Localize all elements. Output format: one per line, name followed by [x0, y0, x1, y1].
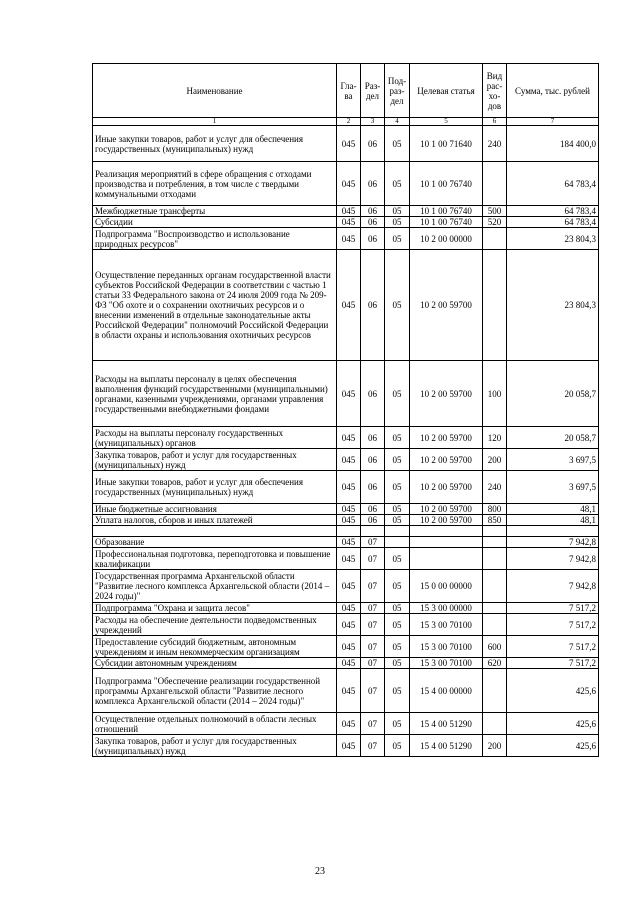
table-row [93, 548, 599, 570]
cell-sum: 7 517,2 [507, 603, 599, 614]
cell-glava: 045 [337, 713, 361, 735]
cell-name: Подпрограмма "Охрана и защита лесов" [93, 603, 337, 614]
table-row [93, 361, 599, 427]
cell-sum: 425,6 [507, 669, 599, 713]
cell-podrazdel: 05 [385, 449, 410, 471]
cell-vid [483, 548, 507, 570]
cell-razdel: 07 [361, 548, 385, 570]
cell-razdel: 06 [361, 250, 385, 361]
cell-vid: 500 [483, 206, 507, 217]
column-number-row [93, 118, 599, 126]
cell-name: Межбюджетные трансферты [93, 206, 337, 217]
cell-sum: 7 517,2 [507, 636, 599, 658]
cell-podrazdel: 05 [385, 228, 410, 250]
cell-glava: 045 [337, 504, 361, 515]
cell-target: 15 3 00 00000 [410, 603, 483, 614]
table-row [93, 250, 599, 361]
cell-razdel: 07 [361, 658, 385, 669]
cell-razdel: 06 [361, 162, 385, 206]
table-row [93, 471, 599, 504]
cell-name: Расходы на выплаты персоналу государственных (муниципальных) органов [93, 427, 337, 449]
cell-podrazdel: 05 [385, 713, 410, 735]
cell-glava: 045 [337, 515, 361, 526]
cell-target: 10 2 00 59700 [410, 449, 483, 471]
cell-target: 15 3 00 70100 [410, 614, 483, 636]
cell-target: 10 2 00 59700 [410, 427, 483, 449]
cell-name: Образование [93, 537, 337, 548]
cell-razdel: 07 [361, 537, 385, 548]
cell-vid [483, 537, 507, 548]
table-row [93, 658, 599, 669]
cell-name: Профессиональная подготовка, переподготовка и повышение квалификации [93, 548, 337, 570]
cell-name: Осуществление переданных органам государственной власти субъектов Российской Федерации в соответствии с частью 1 статьи 33 Федерального закона от 24 июля 2009 года № 209-ФЗ "Об охоте и о сохранении охотничьих ресурсов и о внесении изменений в отдельные законодательные акты Российской Федерации" полномочий Российской Федерации в области охраны и использования охотничьих ресурсов [93, 250, 337, 361]
cell-name: Уплата налогов, сборов и иных платежей [93, 515, 337, 526]
cell-glava: 045 [337, 228, 361, 250]
cell-vid: 200 [483, 449, 507, 471]
cell-vid: 100 [483, 361, 507, 427]
cell-razdel: 06 [361, 228, 385, 250]
column-number: 4 [385, 118, 410, 126]
column-number: 7 [507, 118, 599, 126]
cell-podrazdel: 05 [385, 206, 410, 217]
cell-name: Предоставление субсидий бюджетным, автономным учреждениям и иным некоммерческим организациям [93, 636, 337, 658]
column-number: 2 [337, 118, 361, 126]
cell-sum: 425,6 [507, 735, 599, 757]
cell-podrazdel: 05 [385, 217, 410, 228]
cell-vid: 620 [483, 658, 507, 669]
cell-sum: 48,1 [507, 515, 599, 526]
cell-razdel: 06 [361, 427, 385, 449]
header-razdel: Раз-дел [361, 64, 385, 118]
cell-podrazdel: 05 [385, 636, 410, 658]
cell-podrazdel: 05 [385, 515, 410, 526]
cell-target: 15 0 00 00000 [410, 570, 483, 603]
cell-glava: 045 [337, 126, 361, 162]
cell-vid: 600 [483, 636, 507, 658]
cell-podrazdel: 05 [385, 570, 410, 603]
cell-podrazdel: 05 [385, 504, 410, 515]
table-row [93, 427, 599, 449]
cell-target: 10 2 00 59700 [410, 361, 483, 427]
cell-vid [483, 614, 507, 636]
cell-sum: 64 783,4 [507, 162, 599, 206]
cell-target: 10 2 00 59700 [410, 515, 483, 526]
header-name: Наименование [93, 64, 337, 118]
empty-cell [337, 526, 361, 537]
empty-cell [361, 526, 385, 537]
cell-podrazdel: 05 [385, 658, 410, 669]
cell-name: Осуществление отдельных полномочий в области лесных отношений [93, 713, 337, 735]
table-row [93, 515, 599, 526]
cell-podrazdel: 05 [385, 250, 410, 361]
cell-vid: 240 [483, 471, 507, 504]
cell-razdel: 07 [361, 614, 385, 636]
cell-sum: 48,1 [507, 504, 599, 515]
table-row [93, 614, 599, 636]
table-row [93, 206, 599, 217]
cell-razdel: 06 [361, 361, 385, 427]
cell-sum: 7 942,8 [507, 570, 599, 603]
cell-razdel: 07 [361, 669, 385, 713]
cell-sum: 64 783,4 [507, 217, 599, 228]
cell-name: Расходы на выплаты персоналу в целях обеспечения выполнения функций государственными (муниципальными) органами, казенными учреждениями, органами управления государственными внебюджетными фондами [93, 361, 337, 427]
cell-razdel: 07 [361, 713, 385, 735]
table-row [93, 669, 599, 713]
cell-target [410, 548, 483, 570]
header-sum: Сумма, тыс. рублей [507, 64, 599, 118]
cell-target: 10 2 00 59700 [410, 471, 483, 504]
table-row [93, 735, 599, 757]
cell-name: Государственная программа Архангельской области "Развитие лесного комплекса Архангельской области (2014 – 2024 годы)" [93, 570, 337, 603]
empty-cell [410, 526, 483, 537]
cell-vid [483, 713, 507, 735]
cell-razdel: 06 [361, 217, 385, 228]
cell-name: Подпрограмма "Обеспечение реализации государственной программы Архангельской области "Развитие лесного комплекса Архангельской области (2014 – 2024 годы)" [93, 669, 337, 713]
cell-glava: 045 [337, 669, 361, 713]
cell-glava: 045 [337, 658, 361, 669]
spacer-row [93, 526, 599, 537]
cell-sum: 184 400,0 [507, 126, 599, 162]
cell-target: 10 2 00 00000 [410, 228, 483, 250]
cell-target: 15 4 00 51290 [410, 735, 483, 757]
cell-name: Субсидии автономным учреждениям [93, 658, 337, 669]
cell-podrazdel [385, 537, 410, 548]
cell-vid [483, 603, 507, 614]
header-target: Целевая статья [410, 64, 483, 118]
table-row [93, 162, 599, 206]
table-row [93, 449, 599, 471]
cell-razdel: 07 [361, 603, 385, 614]
cell-glava: 045 [337, 471, 361, 504]
cell-razdel: 06 [361, 126, 385, 162]
cell-razdel: 07 [361, 636, 385, 658]
empty-cell [507, 526, 599, 537]
cell-glava: 045 [337, 548, 361, 570]
cell-razdel: 06 [361, 515, 385, 526]
cell-razdel: 06 [361, 504, 385, 515]
cell-target: 15 4 00 51290 [410, 713, 483, 735]
cell-glava: 045 [337, 449, 361, 471]
cell-vid [483, 162, 507, 206]
cell-podrazdel: 05 [385, 548, 410, 570]
cell-sum: 20 058,7 [507, 427, 599, 449]
cell-vid: 120 [483, 427, 507, 449]
table-row [93, 126, 599, 162]
header-podrazdel: Под-раз-дел [385, 64, 410, 118]
cell-name: Субсидии [93, 217, 337, 228]
cell-podrazdel: 05 [385, 162, 410, 206]
cell-glava: 045 [337, 217, 361, 228]
cell-name: Реализация мероприятий в сфере обращения с отходами производства и потребления, в том числе с твердыми коммунальными отходами [93, 162, 337, 206]
table-row [93, 228, 599, 250]
cell-glava: 045 [337, 250, 361, 361]
cell-razdel: 06 [361, 449, 385, 471]
cell-vid [483, 570, 507, 603]
cell-glava: 045 [337, 427, 361, 449]
cell-podrazdel: 05 [385, 614, 410, 636]
cell-vid: 800 [483, 504, 507, 515]
page-number: 23 [315, 866, 325, 877]
table-row [93, 504, 599, 515]
cell-vid [483, 669, 507, 713]
cell-glava: 045 [337, 537, 361, 548]
cell-razdel: 07 [361, 735, 385, 757]
cell-podrazdel: 05 [385, 361, 410, 427]
cell-vid: 200 [483, 735, 507, 757]
column-number: 5 [410, 118, 483, 126]
cell-sum: 7 517,2 [507, 658, 599, 669]
cell-podrazdel: 05 [385, 427, 410, 449]
empty-cell [483, 526, 507, 537]
cell-target: 10 2 00 59700 [410, 250, 483, 361]
cell-name: Закупка товаров, работ и услуг для государственных (муниципальных) нужд [93, 735, 337, 757]
cell-vid [483, 228, 507, 250]
cell-target: 10 1 00 76740 [410, 206, 483, 217]
cell-target: 10 1 00 76740 [410, 217, 483, 228]
cell-sum: 23 804,3 [507, 250, 599, 361]
table-row [93, 570, 599, 603]
cell-vid: 520 [483, 217, 507, 228]
cell-razdel: 07 [361, 570, 385, 603]
cell-podrazdel: 05 [385, 735, 410, 757]
cell-razdel: 06 [361, 206, 385, 217]
cell-glava: 045 [337, 603, 361, 614]
cell-target: 15 3 00 70100 [410, 636, 483, 658]
cell-sum: 7 942,8 [507, 537, 599, 548]
cell-sum: 3 697,5 [507, 449, 599, 471]
cell-name: Закупка товаров, работ и услуг для государственных (муниципальных) нужд [93, 449, 337, 471]
column-number: 1 [93, 118, 337, 126]
column-number: 6 [483, 118, 507, 126]
cell-name: Иные бюджетные ассигнования [93, 504, 337, 515]
table-body [93, 126, 599, 757]
table-row [93, 713, 599, 735]
empty-cell [93, 526, 337, 537]
cell-sum: 23 804,3 [507, 228, 599, 250]
cell-target: 10 2 00 59700 [410, 504, 483, 515]
cell-podrazdel: 05 [385, 126, 410, 162]
header-glava: Гла-ва [337, 64, 361, 118]
cell-target [410, 537, 483, 548]
cell-podrazdel: 05 [385, 603, 410, 614]
cell-sum: 64 783,4 [507, 206, 599, 217]
cell-target: 15 4 00 00000 [410, 669, 483, 713]
empty-cell [385, 526, 410, 537]
cell-vid [483, 250, 507, 361]
cell-glava: 045 [337, 361, 361, 427]
cell-sum: 7 942,8 [507, 548, 599, 570]
cell-glava: 045 [337, 636, 361, 658]
column-number: 3 [361, 118, 385, 126]
table-row [93, 537, 599, 548]
header-row [93, 64, 599, 118]
cell-target: 15 3 00 70100 [410, 658, 483, 669]
cell-glava: 045 [337, 735, 361, 757]
cell-glava: 045 [337, 162, 361, 206]
cell-sum: 3 697,5 [507, 471, 599, 504]
cell-sum: 20 058,7 [507, 361, 599, 427]
cell-name: Иные закупки товаров, работ и услуг для обеспечения государственных (муниципальных) нужд [93, 471, 337, 504]
cell-glava: 045 [337, 570, 361, 603]
cell-target: 10 1 00 76740 [410, 162, 483, 206]
budget-table [92, 63, 599, 757]
cell-target: 10 1 00 71640 [410, 126, 483, 162]
cell-name: Иные закупки товаров, работ и услуг для обеспечения государственных (муниципальных) нужд [93, 126, 337, 162]
table-row [93, 217, 599, 228]
cell-vid: 850 [483, 515, 507, 526]
cell-sum: 425,6 [507, 713, 599, 735]
cell-podrazdel: 05 [385, 471, 410, 504]
cell-sum: 7 517,2 [507, 614, 599, 636]
cell-glava: 045 [337, 206, 361, 217]
cell-razdel: 06 [361, 471, 385, 504]
cell-name: Подпрограмма "Воспроизводство и использование природных ресурсов" [93, 228, 337, 250]
table-row [93, 636, 599, 658]
cell-vid: 240 [483, 126, 507, 162]
header-vid: Вид рас-хо-дов [483, 64, 507, 118]
cell-podrazdel: 05 [385, 669, 410, 713]
cell-name: Расходы на обеспечение деятельности подведомственных учреждений [93, 614, 337, 636]
cell-glava: 045 [337, 614, 361, 636]
table-row [93, 603, 599, 614]
